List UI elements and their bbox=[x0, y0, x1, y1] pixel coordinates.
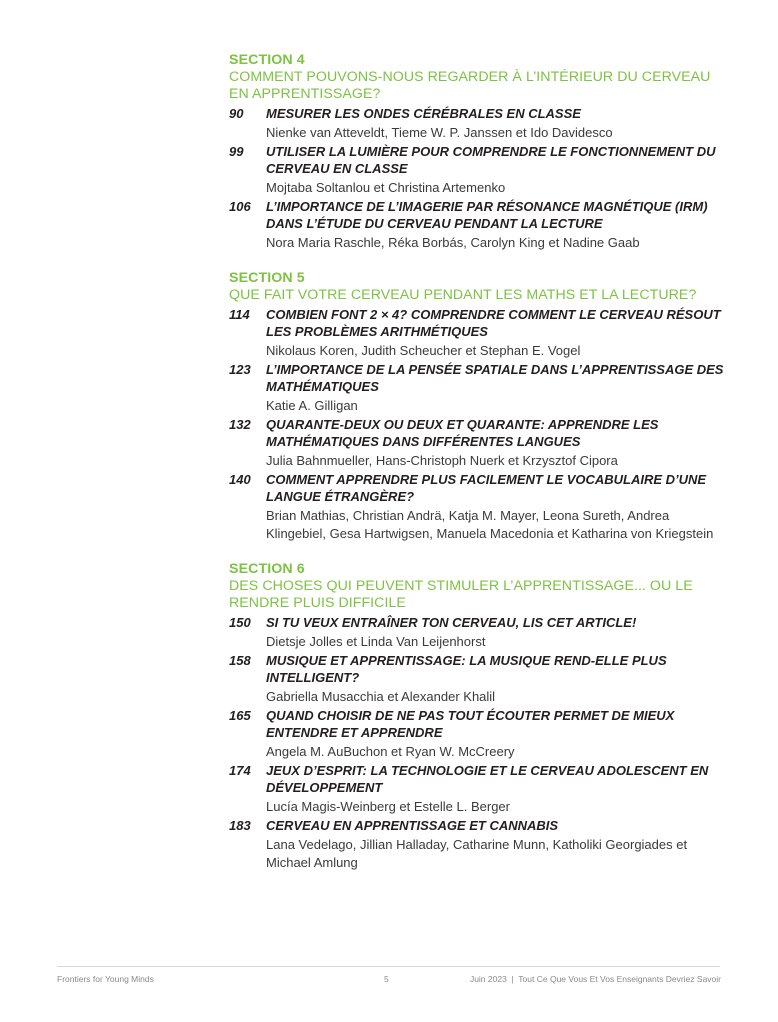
entry-authors: Nikolaus Koren, Judith Scheucher et Stephan E. Vogel bbox=[266, 343, 581, 358]
toc-entry[interactable] bbox=[229, 306, 729, 360]
entry-authors: Angela M. AuBuchon et Ryan W. McCreery bbox=[266, 744, 515, 759]
entry-title[interactable]: L’IMPORTANCE DE L’IMAGERIE PAR RÉSONANCE MAGNÉTIQUE (IRM) DANS L’ÉTUDE DU CERVEAU PENDANT LA LECTURE bbox=[266, 199, 708, 231]
toc-entry[interactable] bbox=[229, 614, 729, 651]
toc-entry[interactable] bbox=[229, 361, 729, 415]
entry-list bbox=[229, 614, 729, 872]
entry-page-number: 165 bbox=[229, 708, 251, 723]
entry-authors: Brian Mathias, Christian Andrä, Katja M. Mayer, Leona Sureth, Andrea Klingebiel, Gesa Hartwigsen, Manuela Macedonia et Katharina von Kriegstein bbox=[266, 508, 714, 541]
table-of-contents bbox=[229, 52, 729, 890]
toc-entry[interactable] bbox=[229, 471, 729, 543]
entry-title[interactable]: UTILISER LA LUMIÈRE POUR COMPRENDRE LE FONCTIONNEMENT DU CERVEAU EN CLASSE bbox=[266, 144, 716, 176]
entry-authors: Nora Maria Raschle, Réka Borbás, Carolyn King et Nadine Gaab bbox=[266, 235, 640, 250]
toc-entry[interactable] bbox=[229, 707, 729, 761]
entry-title[interactable]: SI TU VEUX ENTRAÎNER TON CERVEAU, LIS CET ARTICLE! bbox=[266, 615, 637, 630]
entry-authors: Lana Vedelago, Jillian Halladay, Catharine Munn, Katholiki Georgiades et Michael Amlung bbox=[266, 837, 688, 870]
entry-authors: Lucía Magis-Weinberg et Estelle L. Berger bbox=[266, 799, 510, 814]
entry-page-number: 183 bbox=[229, 818, 251, 833]
toc-entry[interactable] bbox=[229, 198, 729, 252]
section-title: COMMENT POUVONS-NOUS REGARDER À L’INTÉRIEUR DU CERVEAU EN APPRENTISSAGE? bbox=[229, 69, 711, 102]
entry-title[interactable]: QUARANTE-DEUX OU DEUX ET QUARANTE: APPRENDRE LES MATHÉMATIQUES DANS DIFFÉRENTES LANGUES bbox=[266, 417, 659, 449]
entry-page-number: 140 bbox=[229, 472, 251, 487]
entry-page-number: 106 bbox=[229, 199, 251, 214]
entry-title[interactable]: JEUX D’ESPRIT: LA TECHNOLOGIE ET LE CERVEAU ADOLESCENT EN DÉVELOPPEMENT bbox=[266, 763, 709, 795]
toc-entry[interactable] bbox=[229, 817, 729, 872]
section-label: SECTION 4 bbox=[229, 52, 305, 68]
section-5 bbox=[229, 270, 729, 543]
entry-title[interactable]: CERVEAU EN APPRENTISSAGE ET CANNABIS bbox=[266, 818, 559, 833]
section-label: SECTION 5 bbox=[229, 270, 305, 286]
entry-title[interactable]: QUAND CHOISIR DE NE PAS TOUT ÉCOUTER PERMET DE MIEUX ENTENDRE ET APPRENDRE bbox=[266, 708, 675, 740]
section-title: DES CHOSES QUI PEUVENT STIMULER L’APPRENTISSAGE... OU LE RENDRE PLUIS DIFFICILE bbox=[229, 578, 693, 611]
entry-page-number: 99 bbox=[229, 144, 244, 159]
entry-authors: Gabriella Musacchia et Alexander Khalil bbox=[266, 689, 496, 704]
entry-authors: Mojtaba Soltanlou et Christina Artemenko bbox=[266, 180, 506, 195]
footer-divider bbox=[57, 966, 720, 967]
section-title: QUE FAIT VOTRE CERVEAU PENDANT LES MATHS ET LA LECTURE? bbox=[229, 287, 697, 303]
entry-authors: Dietsje Jolles et Linda Van Leijenhorst bbox=[266, 634, 486, 649]
entry-page-number: 174 bbox=[229, 763, 251, 778]
entry-page-number: 123 bbox=[229, 362, 251, 377]
section-4 bbox=[229, 52, 729, 252]
section-label: SECTION 6 bbox=[229, 561, 305, 577]
toc-entry[interactable] bbox=[229, 105, 729, 142]
toc-entry[interactable] bbox=[229, 416, 729, 470]
entry-page-number: 114 bbox=[229, 307, 250, 322]
footer-page-number: 5 bbox=[384, 974, 389, 984]
toc-entry[interactable] bbox=[229, 143, 729, 197]
entry-page-number: 90 bbox=[229, 106, 244, 121]
entry-page-number: 132 bbox=[229, 417, 251, 432]
entry-authors: Katie A. Gilligan bbox=[266, 398, 358, 413]
toc-entry[interactable] bbox=[229, 762, 729, 816]
entry-authors: Julia Bahnmueller, Hans-Christoph Nuerk et Krzysztof Cipora bbox=[266, 453, 618, 468]
toc-entry[interactable] bbox=[229, 652, 729, 706]
entry-title[interactable]: MUSIQUE ET APPRENTISSAGE: LA MUSIQUE REND-ELLE PLUS INTELLIGENT? bbox=[266, 653, 667, 685]
entry-title[interactable]: COMMENT APPRENDRE PLUS FACILEMENT LE VOCABULAIRE D’UNE LANGUE ÉTRANGÈRE? bbox=[266, 472, 707, 504]
entry-page-number: 158 bbox=[229, 653, 251, 668]
entry-page-number: 150 bbox=[229, 615, 251, 630]
entry-list bbox=[229, 306, 729, 543]
footer-issue: Juin 2023 | Tout Ce Que Vous Et Vos Enseignants Devriez Savoir bbox=[469, 974, 721, 984]
entry-title[interactable]: COMBIEN FONT 2 × 4? COMPRENDRE COMMENT LE CERVEAU RÉSOUT LES PROBLÈMES ARITHMÉTIQUES bbox=[266, 307, 721, 339]
entry-title[interactable]: L’IMPORTANCE DE LA PENSÉE SPATIALE DANS L’APPRENTISSAGE DES MATHÉMATIQUES bbox=[266, 362, 724, 394]
entry-authors: Nienke van Atteveldt, Tieme W. P. Janssen et Ido Davidesco bbox=[266, 125, 613, 140]
section-6 bbox=[229, 561, 729, 872]
footer-publication: Frontiers for Young Minds bbox=[57, 974, 154, 984]
entry-list bbox=[229, 105, 729, 252]
entry-title[interactable]: MESURER LES ONDES CÉRÉBRALES EN CLASSE bbox=[266, 106, 581, 121]
